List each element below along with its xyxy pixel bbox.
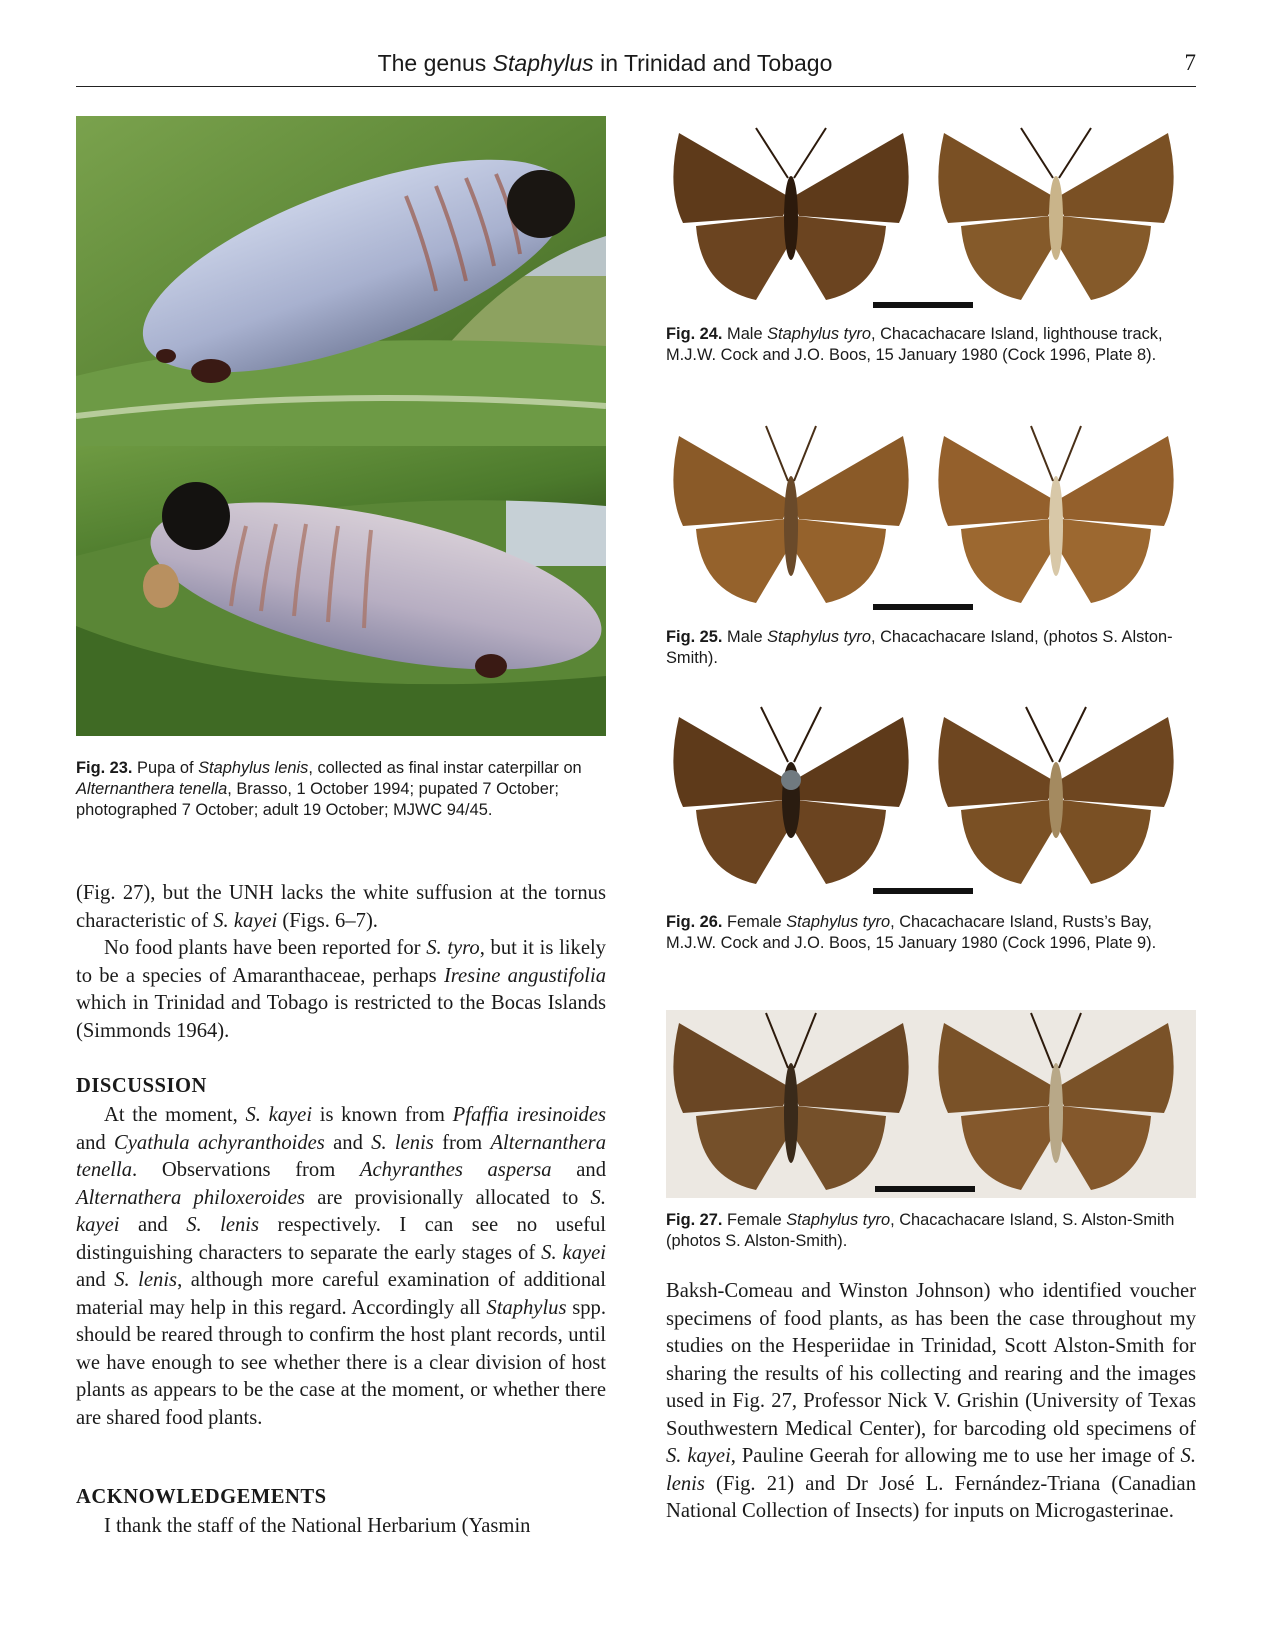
butterfly-underside (938, 707, 1173, 884)
running-title: The genus Staphylus in Trinidad and Tobago (377, 50, 833, 76)
paragraph-acknowledgements: Baksh-Comeau and Winston Johnson) who identified voucher specimens of food plants, as has been the case throughout my studies on the Hesperiidae in Trinidad, Scott Alston-Smith for sharing the results of his collecting and rearing and the images used in Fig. 27, Professor Nick V. Grishin (University of Texas Southwestern Medical Center), for barcoding old specimens of S. kayei, Pauline Geerah for allowing me to use her image of S. lenis (Fig. 21) and Dr José L. Fernández-Triana (Canadian National Collection of Insects) for inputs on Microgasterinae. (666, 1280, 1196, 1522)
acknowledgements-text-start (76, 1513, 606, 1541)
fig25-specimens (666, 416, 1196, 606)
fig24-caption: Fig. 24. Male Staphylus tyro, Chacachacare Island, lighthouse track, M.J.W. Cock and J.O. Boos, 15 January 1980 (Cock 1996, Plate 8). (666, 325, 1163, 364)
butterfly-upperside (673, 128, 908, 300)
butterfly-upperside (673, 426, 908, 603)
scale-bar (873, 302, 973, 308)
butterfly-underside (938, 426, 1173, 603)
page-number: 7 (1184, 50, 1196, 75)
fig24-specimens (666, 118, 1196, 304)
left-column-text (76, 880, 606, 1045)
fig26-specimens (666, 700, 1196, 890)
paragraph-discussion: At the moment, S. kayei is known from Pfaffia iresinoides and Cyathula achyranthoides and S. lenis from Alternanthera tenella. Observations from Achyranthes aspersa and Alternathera philoxeroides are provisionally allocated to S. kayei and S. lenis respectively. I can see no useful distinguishing characters to separate the early stages of S. kayei and S. lenis, although more careful examination of additional material may help in this regard. Accordingly all Staphylus spp. should be reared through to confirm the host plant records, until we have enough to see whether there is a clear division of host plants as appears to be the case at the moment, or whether there are shared food plants. (76, 1104, 607, 1429)
pupa-photo-bottom (76, 446, 606, 736)
fig27-caption: Fig. 27. Female Staphylus tyro, Chacachacare Island, S. Alston-Smith (photos S. Alston-Smith). (666, 1211, 1175, 1250)
scale-bar (873, 604, 973, 610)
right-column-text (666, 1278, 1196, 1526)
scale-bar (873, 888, 973, 894)
discussion-text (76, 1102, 606, 1432)
acknowledgements-heading: ACKNOWLEDGEMENTS (76, 1486, 327, 1508)
paragraph-food-plants: No food plants have been reported for S. tyro, but it is likely to be a species of Amaranthaceae, perhaps Iresine angustifolia which in Trinidad and Tobago is restricted to the Bocas Islands (Simmonds 1964). (76, 937, 606, 1042)
butterfly-upperside (673, 707, 908, 884)
fig25-caption: Fig. 25. Male Staphylus tyro, Chacachacare Island, (photos S. Alston-Smith). (666, 628, 1173, 667)
scale-bar (875, 1186, 975, 1192)
pupa-photo-top (76, 116, 606, 446)
running-header (76, 46, 1196, 87)
fig27-specimens (666, 1010, 1196, 1198)
fig26-caption: Fig. 26. Female Staphylus tyro, Chacachacare Island, Rusts’s Bay, M.J.W. Cock and J.O. Boos, 15 January 1980 (Cock 1996, Plate 9). (666, 913, 1157, 952)
butterfly-underside (938, 128, 1173, 300)
discussion-heading: DISCUSSION (76, 1075, 207, 1097)
paragraph-tornus: (Fig. 27), but the UNH lacks the white suffusion at the tornus characteristic of S. kayei (Figs. 6–7). (76, 882, 606, 932)
fig23-caption: Fig. 23. Pupa of Staphylus lenis, collected as final instar caterpillar on Alternanthera tenella, Brasso, 1 October 1994; pupated 7 October; photographed 7 October; adult 19 October; MJWC 94/45. (76, 759, 582, 819)
paragraph-ack-start: I thank the staff of the National Herbarium (Yasmin (104, 1515, 531, 1537)
